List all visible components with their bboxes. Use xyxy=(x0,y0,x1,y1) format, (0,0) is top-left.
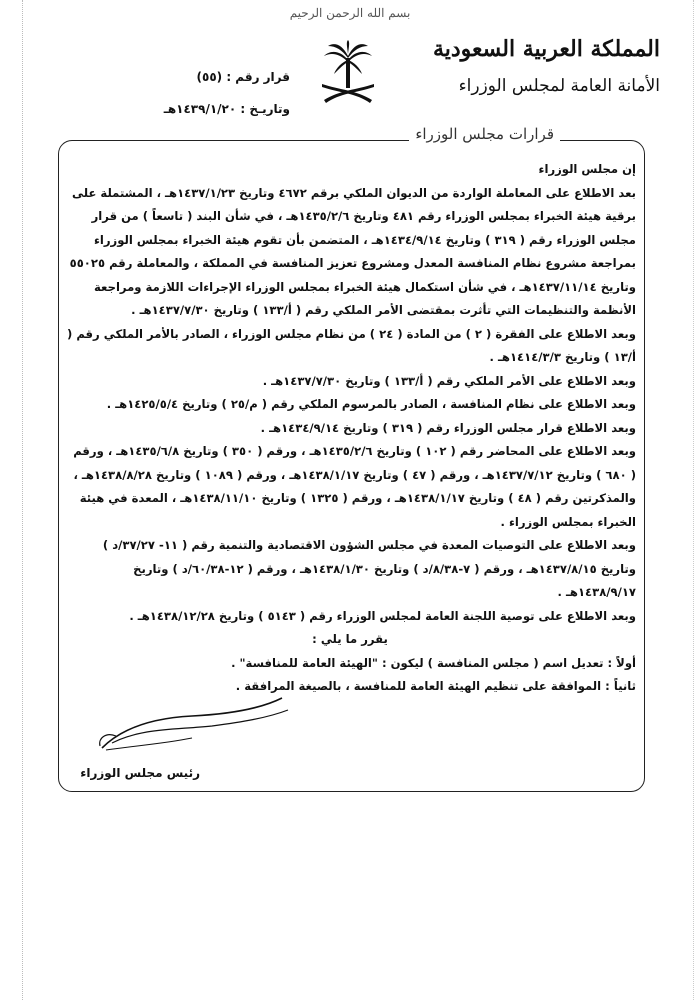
decision-item-1: أولاً : تعديل اسم ( مجلس المنافسة ) ليكون : "الهيئة العامة للمنافسة" . xyxy=(231,655,636,670)
paragraph-7: وبعد الاطلاع على التوصيات المعدة في مجلس الشؤون الاقتصادية والتنمية رقم ( ١١- ٣٧/٢٧/د ) وتاريخ ١٤٣٧/٨/١٥هـ ، ورقم ( ٧-٨/٣٨/د ) وتاريخ ١٤٣٨/١/٣٠هـ ، ورقم ( ١٢-٦٠/٣٨/د ) وتاريخ ١٤٣٨/٩/١٧هـ . xyxy=(102,538,636,599)
signatory-title: رئيس مجلس الوزراء xyxy=(80,766,200,780)
decision-meta xyxy=(140,70,290,134)
ministry-header xyxy=(420,36,660,96)
decides-heading: يقرر ما يلي : xyxy=(312,632,388,646)
paragraph-3: وبعد الاطلاع على الأمر الملكي رقم ( أ/١٣٣ ) وتاريخ ١٤٣٧/٧/٣٠هـ . xyxy=(262,373,636,388)
secretariat-name: الأمانة العامة لمجلس الوزراء xyxy=(458,76,660,96)
paragraph-5: وبعد الاطلاع قرار مجلس الوزراء رقم ( ٣١٩ ) وتاريخ ١٤٣٤/٩/١٤هـ . xyxy=(260,420,636,435)
decision-date: وتاريـخ : ١٤٣٩/١/٢٠هـ xyxy=(163,102,290,116)
paragraph-4: وبعد الاطلاع على نظام المنافسة ، الصادر بالمرسوم الملكي رقم ( م/٢٥ ) وتاريخ ١٤٢٥/٥/٤هـ . xyxy=(106,397,636,411)
body-intro: إن مجلس الوزراء xyxy=(538,162,636,176)
basmala: بسم الله الرحمن الرحيم xyxy=(289,6,411,20)
kingdom-name: المملكة العربية السعودية xyxy=(432,36,660,62)
paragraph-8: وبعد الاطلاع على توصية اللجنة العامة لمجلس الوزراء رقم ( ٥١٤٣ ) وتاريخ ١٤٣٨/١٢/٢٨هـ . xyxy=(129,608,636,623)
decision-item-2: ثانياً : الموافقة على تنظيم الهيئة العامة للمنافسة ، بالصيغة المرافقة . xyxy=(235,679,636,693)
paragraph-1: بعد الاطلاع على المعاملة الواردة من الديوان الملكي برقم ٤٦٧٢ وتاريخ ١٤٣٧/١/٢٣هـ ، المشتملة على برقية هيئة الخبراء بمجلس الوزراء رقم ٤٨١ وتاريخ ١٤٣٥/٢/٦هـ ، في شأن البند ( تاسعاً ) من قرار مجلس الوزراء رقم ( ٣١٩ ) وتاريخ ١٤٣٤/٩/١٤هـ ، المتضمن بأن تقوم هيئة الخبراء بمجلس الوزراء بمراجعة مشروع نظام المنافسة المعدل ومشروع تعزيز المنافسة في المملكة ، والمعاملة رقم ٥٥٠٢٥ وتاريخ ١٤٣٧/١١/١٤هـ ، في شأن استكمال هيئة الخبراء بمجلس الوزراء الإجراءات اللازمة ومراجعة الأنظمة والتنظيمات التي تأثرت بمقتضى الأمر الملكي رقم ( أ/١٣٣ ) وتاريخ ١٤٣٧/٧/٣٠هـ . xyxy=(69,185,636,317)
paragraph-6: وبعد الاطلاع على المحاضر رقم ( ١٠٢ ) وتاريخ ١٤٣٥/٢/٦هـ ، ورقم ( ٣٥٠ ) وتاريخ ١٤٣٥/٦/٨هـ ، ورقم ( ٦٨٠ ) وتاريخ ١٤٣٧/٧/١٢هـ ، ورقم ( ٤٧ ) وتاريخ ١٤٣٨/١/١٧هـ ، ورقم ( ١٠٨٩ ) وتاريخ ١٤٣٨/٨/٢٨هـ ، والمذكرتين رقم ( ٤٨ ) وتاريخ ١٤٣٨/١/١٧هـ ، ورقم ( ١٣٢٥ ) وتاريخ ١٤٣٨/١١/١٠هـ ، المعدة في هيئة الخبراء بمجلس الوزراء . xyxy=(73,444,636,529)
page-edge-left xyxy=(22,0,23,1000)
saudi-emblem-palm-swords-icon xyxy=(320,40,376,112)
handwritten-signature xyxy=(92,688,292,758)
page-edge-right xyxy=(693,0,694,1000)
decision-body xyxy=(64,158,636,699)
decision-number: قرار رقم : (٥٥) xyxy=(196,70,290,84)
paragraph-2: وبعد الاطلاع على الفقرة ( ٢ ) من المادة ( ٢٤ ) من نظام مجلس الوزراء ، الصادر بالأمر الملكي رقم ( أ/١٣ ) وتاريخ ١٤١٤/٣/٣هـ . xyxy=(66,326,636,364)
section-title: قرارات مجلس الوزراء xyxy=(409,125,560,143)
